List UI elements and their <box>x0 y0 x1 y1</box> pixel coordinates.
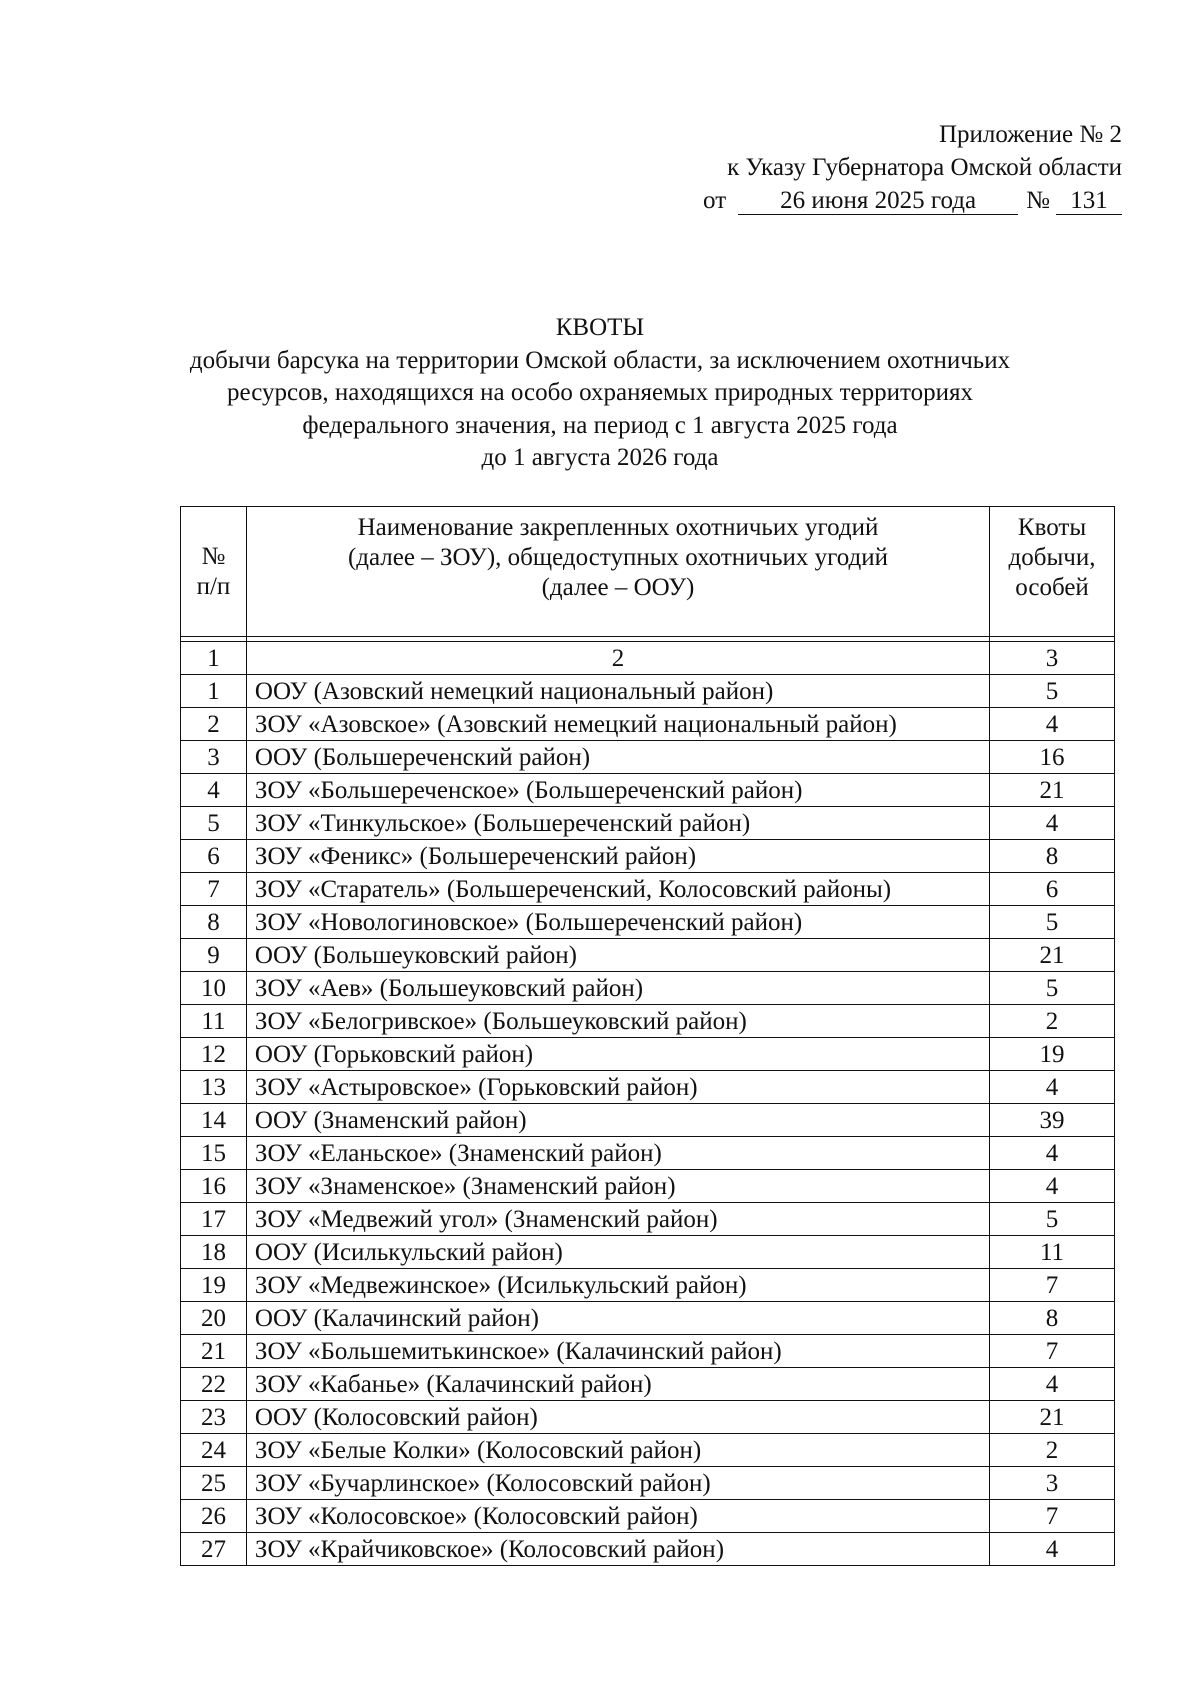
table-row <box>181 1104 1115 1137</box>
row-number: 25 <box>181 1467 247 1500</box>
hunting-ground-name: ООУ (Горьковский район) <box>246 1038 989 1071</box>
column-number-1: 1 <box>181 642 247 675</box>
decree-date: 26 июня 2025 года <box>738 187 1018 215</box>
row-number: 24 <box>181 1434 247 1467</box>
table-row <box>181 1071 1115 1104</box>
quota-value: 7 <box>990 1500 1115 1533</box>
number-prefix: № <box>1026 187 1050 214</box>
hunting-ground-name: ЗОУ «Знаменское» (Знаменский район) <box>246 1170 989 1203</box>
hunting-ground-name: ЗОУ «Еланьское» (Знаменский район) <box>246 1137 989 1170</box>
hunting-ground-name: ЗОУ «Белогривское» (Большеуковский район) <box>246 1005 989 1038</box>
quota-value: 16 <box>990 741 1115 774</box>
row-number: 20 <box>181 1302 247 1335</box>
row-number: 8 <box>181 906 247 939</box>
hunting-ground-name: ЗОУ «Колосовское» (Колосовский район) <box>246 1500 989 1533</box>
hunting-ground-name: ООУ (Калачинский район) <box>246 1302 989 1335</box>
row-number: 22 <box>181 1368 247 1401</box>
appendix-number: Приложение № 2 <box>938 121 1122 148</box>
table-row <box>181 1236 1115 1269</box>
hunting-ground-name: ЗОУ «Бучарлинское» (Колосовский район) <box>246 1467 989 1500</box>
hunting-ground-name: ЗОУ «Медвежинское» (Исилькульский район) <box>246 1269 989 1302</box>
quota-value: 5 <box>990 906 1115 939</box>
appendix-header <box>703 118 1122 217</box>
row-number: 17 <box>181 1203 247 1236</box>
table-row <box>181 939 1115 972</box>
row-number: 15 <box>181 1137 247 1170</box>
table-row <box>181 807 1115 840</box>
table-row <box>181 708 1115 741</box>
row-number: 12 <box>181 1038 247 1071</box>
row-number: 10 <box>181 972 247 1005</box>
hunting-ground-name: ООУ (Большеуковский район) <box>246 939 989 972</box>
hunting-ground-name: ЗОУ «Тинкульское» (Большереченский район) <box>246 807 989 840</box>
table-row <box>181 1500 1115 1533</box>
quota-value: 3 <box>990 1467 1115 1500</box>
hunting-ground-name: ЗОУ «Большереченское» (Большереченский район) <box>246 774 989 807</box>
quota-value: 8 <box>990 840 1115 873</box>
hunting-ground-name: ООУ (Колосовский район) <box>246 1401 989 1434</box>
row-number: 6 <box>181 840 247 873</box>
header-quota-line-1: Квоты <box>1017 514 1087 541</box>
hunting-ground-name: ООУ (Исилькульский район) <box>246 1236 989 1269</box>
header-name-line-2: (далее – ЗОУ), общедоступных охотничьих угодий <box>347 544 889 571</box>
table-body <box>181 675 1115 1566</box>
row-number: 14 <box>181 1104 247 1137</box>
header-quota <box>990 507 1115 637</box>
quota-value: 4 <box>990 1533 1115 1566</box>
quota-value: 21 <box>990 774 1115 807</box>
header-name-line-3: (далее – ООУ) <box>541 574 695 601</box>
row-number: 26 <box>181 1500 247 1533</box>
row-number: 1 <box>181 675 247 708</box>
decree-number: 131 <box>1056 187 1122 215</box>
document-title <box>150 312 1050 475</box>
column-number-3: 3 <box>990 642 1115 675</box>
quota-value: 7 <box>990 1335 1115 1368</box>
header-number-line-2: п/п <box>196 572 231 600</box>
quota-value: 4 <box>990 1170 1115 1203</box>
table-row <box>181 972 1115 1005</box>
quota-value: 6 <box>990 873 1115 906</box>
hunting-ground-name: ЗОУ «Кабанье» (Калачинский район) <box>246 1368 989 1401</box>
hunting-ground-name: ЗОУ «Астыровское» (Горьковский район) <box>246 1071 989 1104</box>
table-row <box>181 1401 1115 1434</box>
hunting-ground-name: ООУ (Большереченский район) <box>246 741 989 774</box>
hunting-ground-name: ЗОУ «Старатель» (Большереченский, Колосовский районы) <box>246 873 989 906</box>
quota-value: 21 <box>990 939 1115 972</box>
title-line-3: федерального значения, на период с 1 августа 2025 года <box>302 411 898 439</box>
row-number: 18 <box>181 1236 247 1269</box>
table-row <box>181 840 1115 873</box>
table-row <box>181 675 1115 708</box>
appendix-date-line <box>703 184 1122 217</box>
quota-value: 4 <box>990 1137 1115 1170</box>
hunting-ground-name: ЗОУ «Крайчиковское» (Колосовский район) <box>246 1533 989 1566</box>
quota-value: 8 <box>990 1302 1115 1335</box>
table-row <box>181 1368 1115 1401</box>
hunting-ground-name: ЗОУ «Медвежий угол» (Знаменский район) <box>246 1203 989 1236</box>
quota-value: 2 <box>990 1005 1115 1038</box>
table-row <box>181 1005 1115 1038</box>
table-row <box>181 774 1115 807</box>
row-number: 11 <box>181 1005 247 1038</box>
column-numbers-row <box>181 642 1115 675</box>
table-row <box>181 1038 1115 1071</box>
hunting-ground-name: ООУ (Азовский немецкий национальный район) <box>246 675 989 708</box>
quota-value: 39 <box>990 1104 1115 1137</box>
row-number: 23 <box>181 1401 247 1434</box>
row-number: 16 <box>181 1170 247 1203</box>
table-row <box>181 1335 1115 1368</box>
table-row <box>181 741 1115 774</box>
hunting-ground-name: ЗОУ «Феникс» (Большереченский район) <box>246 840 989 873</box>
header-name-line-1: Наименование закрепленных охотничьих угодий <box>357 514 879 541</box>
quota-value: 21 <box>990 1401 1115 1434</box>
quota-value: 4 <box>990 1368 1115 1401</box>
table-row <box>181 1467 1115 1500</box>
hunting-ground-name: ЗОУ «Новологиновское» (Большереченский район) <box>246 906 989 939</box>
header-name <box>246 507 989 637</box>
quota-value: 5 <box>990 1203 1115 1236</box>
title-line-4: до 1 августа 2026 года <box>481 444 719 471</box>
title-heading: КВОТЫ <box>555 314 645 341</box>
hunting-ground-name: ООУ (Знаменский район) <box>246 1104 989 1137</box>
header-quota-line-2: добычи, <box>1008 544 1096 571</box>
row-number: 19 <box>181 1269 247 1302</box>
hunting-ground-name: ЗОУ «Большемитькинское» (Калачинский район) <box>246 1335 989 1368</box>
row-number: 7 <box>181 873 247 906</box>
row-number: 9 <box>181 939 247 972</box>
table-row <box>181 1434 1115 1467</box>
row-number: 4 <box>181 774 247 807</box>
table-row <box>181 1533 1115 1566</box>
quotas-table <box>180 506 1115 1566</box>
table-row <box>181 1170 1115 1203</box>
row-number: 3 <box>181 741 247 774</box>
quota-value: 2 <box>990 1434 1115 1467</box>
header-quota-line-3: особей <box>1015 574 1089 601</box>
header-number-line-1: № <box>201 542 226 570</box>
table-row <box>181 873 1115 906</box>
row-number: 2 <box>181 708 247 741</box>
table-row <box>181 1203 1115 1236</box>
row-number: 5 <box>181 807 247 840</box>
quota-value: 4 <box>990 807 1115 840</box>
quota-value: 4 <box>990 708 1115 741</box>
header-number <box>181 507 247 637</box>
table-row <box>181 1302 1115 1335</box>
quota-value: 11 <box>990 1236 1115 1269</box>
quota-value: 5 <box>990 675 1115 708</box>
quota-value: 4 <box>990 1071 1115 1104</box>
title-line-2: ресурсов, находящихся на особо охраняемых природных территориях <box>227 379 973 406</box>
hunting-ground-name: ЗОУ «Белые Колки» (Колосовский район) <box>246 1434 989 1467</box>
hunting-ground-name: ЗОУ «Аев» (Большеуковский район) <box>246 972 989 1005</box>
table-row <box>181 906 1115 939</box>
table-row <box>181 1137 1115 1170</box>
table-row <box>181 1269 1115 1302</box>
date-prefix: от <box>703 187 727 214</box>
row-number: 21 <box>181 1335 247 1368</box>
quota-value: 5 <box>990 972 1115 1005</box>
table-header-row <box>181 507 1115 637</box>
column-number-2: 2 <box>246 642 989 675</box>
row-number: 27 <box>181 1533 247 1566</box>
appendix-decree-reference: к Указу Губернатора Омской области <box>727 154 1122 181</box>
quota-value: 7 <box>990 1269 1115 1302</box>
row-number: 13 <box>181 1071 247 1104</box>
title-line-1: добычи барсука на территории Омской области, за исключением охотничьих <box>189 346 1011 374</box>
quota-value: 19 <box>990 1038 1115 1071</box>
hunting-ground-name: ЗОУ «Азовское» (Азовский немецкий национальный район) <box>246 708 989 741</box>
